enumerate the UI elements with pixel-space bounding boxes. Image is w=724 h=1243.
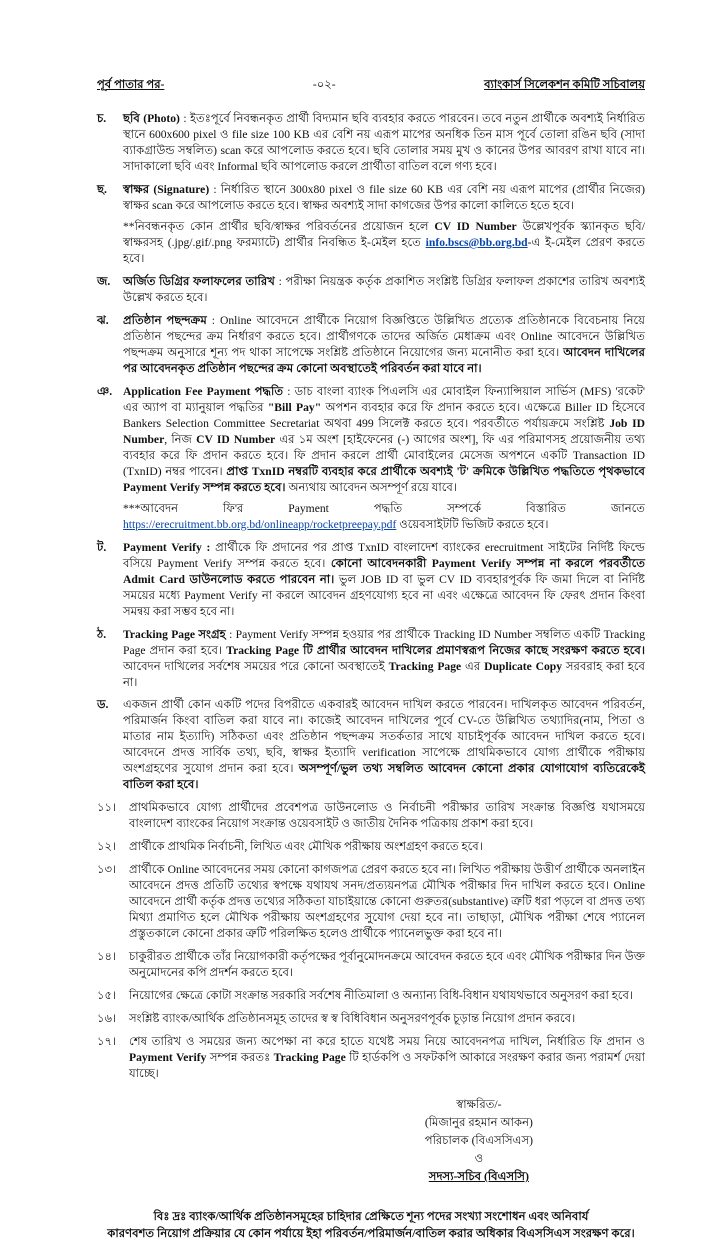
list-item (97, 862, 645, 942)
text-segment: একজন প্রার্থী কোন একটি পদের বিপরীতে একবারই আবেদন দাখিল করতে পারবেন। দাখিলকৃত আবেদন পরিবর্তন, পরিমার্জন কিংবা বাতিল করা যাবে না। কাজেই আবেদন দাখিলের পূর্বে CV-তে উল্লিখিত তথ্যাদির(নাম, পিতা ও মাতার নাম ইত্যাদি) সঠিকতা এবং প্রতিষ্ঠান পছন্দক্রম সতর্কতার সাথে যাচাইপূর্বক আবেদন দাখিল করতে হবে। আবেদনে প্রদত্ত সার্বিক তথ্য, ছবি, স্বাক্ষর ইত্যাদি verification সাপেক্ষে প্রাথমিকভাবে যোগ্য প্রার্থীকে পরীক্ষায় অংশগ্রহণের সুযোগ প্রদান করা হবে। (123, 698, 645, 776)
item-marker: ১৪। (97, 950, 117, 964)
text-segment: সম্পন্ন করতঃ (206, 1051, 274, 1065)
text-segment: Tracking Page টি প্রার্থীর আবেদন দাখিলের প্রমাণস্বরূপ নিজের কাছে সংরক্ষণ করতে হবে। (226, 643, 645, 657)
list-item (97, 182, 645, 267)
list-item (97, 697, 645, 793)
signature-line: ও (474, 1152, 484, 1166)
item-marker: জ. (97, 274, 111, 288)
text-segment: Job ID Number (123, 416, 645, 446)
item-marker: ড. (97, 698, 109, 712)
item-body (123, 111, 645, 175)
paragraph (129, 1034, 645, 1082)
header-left-continuation: পূর্ব পাতার পর- (97, 79, 165, 91)
text-segment: এর ১ম অংশ [হাইফেনের (-) আগের অংশ], ফি এর পরিমাণসহ প্রয়োজনীয় তথ্য ব্যবহার করে ফি প্রদান করতে হবে। ফি প্রদান করলে প্রার্থী মোবাইলের মেসেজ অপশনে একটি Transaction ID (TxnID) নম্বর পাবেন। (123, 432, 645, 478)
text-segment: নিয়োগের ক্ষেত্রে কোটা সংক্রান্ত সরকারি সর্বশেষ নীতিমালা ও অন্যান্য বিধি-বিধান যথাযথভাবে অনুসরণ করা হবে। (129, 989, 634, 1003)
paragraph (123, 697, 645, 793)
text-segment: এর (461, 659, 485, 673)
item-body (129, 839, 645, 855)
paragraph (123, 627, 645, 691)
list-item (97, 313, 645, 377)
item-marker: ১৭। (97, 1035, 117, 1049)
text-segment: : ইতঃপূর্বে নিবন্ধনকৃত প্রার্থী বিদ্যমান ছবি ব্যবহার করতে পারবেন। তবে নতুন প্রার্থীকে অবশ্যই নির্ধারিত স্থানে 600x600 pixel ও file size 100 KB এর বেশি নয় এরূপ মাপের অনধিক তিন মাস পূর্বে তোলা রঙিন ছবি (সাদা ব্যাকগ্রাউন্ড সম্বলিত) scan করে আপলোড করতে হবে। ছবি তোলার সময় মুখ ও কানের উপর আবরণ রাখা যাবে না। সাদাকালো ছবি এবং Informal ছবি আপলোড করলে প্রার্থীতা বাতিল বলে গণ্য হবে। (123, 112, 645, 173)
text-segment: আবেদন দাখিলের পর আবেদনকৃত প্রতিষ্ঠান পছন্দের ক্রম কোনো অবস্থাতেই পরিবর্তন করা যাবে না। (123, 345, 645, 375)
text-segment: প্রার্থীকে ফি প্রদানের পর প্রাপ্ত TxnID বাংলাদেশ ব্যাংকের erecruitment সাইটের নির্দিষ্ট ফিল্ডে বসিয়ে Payment Verify সম্পন্ন করতে হবে। (123, 540, 645, 570)
list-item (97, 1011, 645, 1027)
text-segment: -এ ই-মেইল প্রেরণ করতে হবে। (123, 235, 645, 265)
text-segment: CV ID Number (196, 432, 276, 446)
text-segment: Tracking Page সংগ্রহ (123, 627, 226, 641)
header-right-office-title: ব্যাংকার্স সিলেকশন কমিটি সচিবালয় (484, 79, 645, 91)
text-segment: : পরীক্ষা নিয়ন্ত্রক কর্তৃক প্রকাশিত সংশ্লিষ্ট ডিগ্রির ফলাফল প্রকাশের তারিখ অবশ্যই উল্লেখ করতে হবে। (123, 274, 646, 304)
text-segment: প্রতিষ্ঠান পছন্দক্রম (123, 313, 207, 327)
instruction-list (97, 111, 645, 1082)
text-segment: অসম্পূর্ণ/ভুল তথ্য সম্বলিত আবেদন কোনো প্রকার যোগাযোগ ব্যতিরেকেই বাতিল করা হবে। (123, 762, 645, 792)
text-segment: স্বাক্ষর (Signature) (123, 182, 210, 196)
list-item (97, 274, 645, 306)
text-segment: : নির্ধারিত স্থানে 300x80 pixel ও file size 60 KB এর বেশি নয় এরূপ মাপের (প্রার্থীর নিজের) স্বাক্ষর scan করে আপলোড করতে হবে। স্বাক্ষর অবশ্যই সাদা কাগজের উপর কালো কালিতে হতে হবে। (123, 182, 645, 212)
text-segment: ওয়েবসাইটটি ভিজিট করতে হবে। (396, 517, 549, 531)
item-marker: ঝ. (97, 313, 109, 327)
text-segment: প্রাথমিকভাবে যোগ্য প্রার্থীদের প্রবেশপত্র ডাউনলোড ও নির্বাচনী পরীক্ষার তারিখ সংক্রান্ত বিজ্ঞপ্তি যথাসময়ে বাংলাদেশ ব্যাংকের নিয়োগ সংক্রান্ত ওয়েবসাইট ও জাতীয় দৈনিক পত্রিকায় প্রকাশ করা হবে। (129, 801, 645, 831)
item-marker: ঠ. (97, 627, 107, 641)
list-item (97, 627, 645, 691)
signature-block (425, 1096, 533, 1186)
paragraph (129, 949, 645, 981)
list-item (97, 839, 645, 855)
paragraph (123, 219, 645, 267)
list-item (97, 384, 645, 533)
item-marker: ১৩। (97, 863, 117, 877)
item-body (129, 862, 645, 942)
text-segment: ***আবেদন ফি'র Payment পদ্ধতি সম্পর্কে বিস্তারিত জানতে (123, 501, 645, 515)
text-segment: : Online আবেদনে প্রার্থীকে নিয়োগ বিজ্ঞপ্তিতে উল্লিখিত প্রত্যেক প্রতিষ্ঠানকে বিবেচনায় নিয়ে প্রতিষ্ঠান পছন্দের ক্রম নির্ধারণ করতে হবে। প্রার্থীগণকে তাদের অর্জিত মেধাক্রম এবং Online আবেদনে উল্লিখিত পছন্দক্রম অনুসারে শূন্য পদ থাকা সাপেক্ষে সংশ্লিষ্ট প্রতিষ্ঠানে নিয়োগের জন্য মনোনীত করা হবে। (123, 313, 646, 359)
footnote-line: কারণবশত নিয়োগ প্রক্রিয়ার যে কোন পর্যায়ে ইহা পরিবর্তন/পরিমার্জন/বাতিল করার অধিকার বিএসসিএস সংরক্ষণ করে। (107, 1227, 635, 1241)
payment-info-url-link[interactable]: https://erecruitment.bb.org.bd/onlineapp/rocketpreepay.pdf (123, 517, 397, 531)
paragraph (123, 384, 645, 496)
text-segment: Payment Verify (129, 1051, 207, 1065)
item-body (129, 1011, 645, 1027)
text-segment: ছবি (Photo) (123, 112, 180, 125)
text-segment: Tracking Page (273, 1051, 346, 1065)
item-marker: চ. (97, 112, 107, 125)
item-marker: ঞ. (97, 384, 113, 398)
signature-line: (মিজানুর রহমান আকন) (424, 1116, 533, 1130)
item-marker: ছ. (97, 182, 107, 196)
signature-line: সদস্য-সচিব (বিএসসি) (428, 1170, 529, 1184)
item-marker: ১১। (97, 801, 117, 815)
text-segment: সরবরাহ করা হবে না। (123, 659, 645, 689)
list-item (97, 949, 645, 981)
text-segment: প্রাপ্ত TxnID নম্বরটি ব্যবহার করে প্রার্থীকে অবশ্যই 'ট' ক্রমিকে উল্লিখিত পদ্ধতিতে পৃথকভাবে Payment Verify সম্পন্ন করতে হবে। (123, 464, 645, 494)
item-marker: ১৫। (97, 989, 117, 1003)
list-item (97, 111, 645, 175)
paragraph (129, 988, 645, 1004)
paragraph (129, 1011, 645, 1027)
item-body (123, 182, 645, 267)
paragraph (129, 862, 645, 942)
text-segment: আবেদন দাখিলের সর্বশেষ সময়ের পরে কোনো অবস্থাতেই (123, 659, 389, 673)
text-segment: চাকুরীরত প্রার্থীকে তাঁর নিয়োগকারী কর্তৃপক্ষের পূর্বানুমোদনক্রমে আবেদন করতে হবে এবং মৌখিক পরীক্ষার দিন উক্ত অনুমোদনের কপি প্রদর্শন করতে হবে। (129, 950, 645, 980)
item-marker: ট. (97, 540, 107, 554)
text-segment: অর্জিত ডিগ্রির ফলাফলের তারিখ (123, 274, 275, 288)
text-segment: প্রার্থীকে প্রাথমিক নির্বাচনী, লিখিত এবং মৌখিক পরীক্ষায় অংশগ্রহণ করতে হবে। (129, 840, 483, 854)
text-segment: Application Fee Payment পদ্ধতি (123, 384, 284, 398)
item-body (123, 384, 645, 533)
item-body (129, 1034, 645, 1082)
list-item (97, 540, 645, 620)
text-segment: ভুল JOB ID বা ভুল CV ID ব্যবহারপূর্বক ফি জমা দিলে বা নির্দিষ্ট সময়ের মধ্যে Payment Verify না করলে আবেদন গ্রহণযোগ্য হবে না এবং এক্ষেত্রে আবেদন ফি ফেরৎ প্রদান কিংবা সমন্বয় করা সম্ভব হবে না। (123, 572, 645, 618)
paragraph (123, 274, 645, 306)
text-segment: শেষ তারিখ ও সময়ের জন্য অপেক্ষা না করে হাতে যথেষ্ট সময় নিয়ে আবেদনপত্র দাখিল, নির্ধারিত ফি প্রদান ও (129, 1035, 645, 1049)
page-number: -০২- (312, 79, 336, 91)
item-body (123, 540, 645, 620)
paragraph (129, 800, 645, 832)
text-segment: অপশন ব্যবহার করে ফি প্রদান করতে হবে। এক্ষেত্রে Biller ID হিসেবে Bankers Selection Committee Secretariat অথবা 499 সিলেক্ট করতে হবে। পরবর্তীতে পর্যায়ক্রমে সংশ্লিষ্ট (123, 400, 645, 430)
page-header (97, 76, 645, 95)
list-item (97, 800, 645, 832)
footnote-line: বিঃ দ্রঃ ব্যাংক/আর্থিক প্রতিষ্ঠানসমূহের চাহিদার প্রেক্ষিতে শূন্য পদের সংখ্যা সংশোধন এবং অনিবার্য (153, 1210, 589, 1223)
item-body (123, 313, 645, 377)
text-segment: কোনো আবেদনকারী Payment Verify সম্পন্ন না করলে পরবর্তীতে Admit Card ডাউনলোড করতে পারবেন না। (123, 556, 645, 586)
item-body (129, 800, 645, 832)
text-segment: উল্লেখপূর্বক স্ক্যানকৃত ছবি/স্বাক্ষরসহ (.jpg/.gif/.png ফরম্যাটে) প্রার্থীর নিবন্ধিত ই-মেইল হতে (123, 219, 645, 249)
list-item (97, 1034, 645, 1082)
item-marker: ১২। (97, 840, 117, 854)
signature-line: স্বাক্ষরিত/- (456, 1098, 502, 1112)
text-segment: : Payment Verify সম্পন্ন হওয়ার পর প্রার্থীকে Tracking ID Number সম্বলিত একটি Tracking Page প্রদান করা হবে। (123, 627, 646, 657)
paragraph (123, 111, 645, 175)
text-segment: প্রার্থীকে Online আবেদনের সময় কোনো কাগজপত্র প্রেরণ করতে হবে না। লিখিত পরীক্ষায় উত্তীর্ণ প্রার্থীকে অনলাইন আবেদনে প্রদত্ত প্রতিটি তথ্যের স্বপক্ষে যথাযথ সনদ/প্রত্যয়নপত্র মৌখিক পরীক্ষার দিন দাখিল করতে হবে। Online আবেদনে প্রার্থী কর্তৃক প্রদত্ত তথ্যের সঠিকতা যাচাইয়ান্তে কোনো গুরুতর(substantive) ত্রুটি ধরা পড়লে বা প্রদত্ত তথ্য মিথ্যা প্রমাণিত হলে মৌখিক পরীক্ষায় অংশগ্রহণের সুযোগ দেয়া হবে না। তাছাড়া, মৌখিক পরীক্ষা শেষে প্যানেল প্রস্তুতকালে কোনো প্রকার ত্রুটি পরিলক্ষিত হলেও প্রার্থীকে প্যানেলভুক্ত করা হবে না। (129, 863, 645, 941)
text-segment: Payment Verify : (123, 540, 211, 554)
item-body (123, 697, 645, 793)
text-segment: অন্যথায় আবেদন অসম্পূর্ণ রয়ে যাবে। (285, 480, 458, 494)
text-segment: : ডাচ বাংলা ব্যাংক পিএলসি এর মোবাইল ফিন্যান্সিয়াল সার্ভিস (MFS) 'রকেট' এর অ্যাপ বা ম্যানুয়াল পদ্ধতির (123, 384, 645, 414)
paragraph (123, 501, 645, 533)
text-segment: Tracking Page (388, 659, 462, 673)
paragraph (123, 313, 645, 377)
paragraph (129, 839, 645, 855)
text-segment: টি হার্ডকপি ও সফটকপি আকারে সংরক্ষণ করার জন্য পরামর্শ দেয়া যাচ্ছে। (129, 1051, 645, 1081)
text-segment: Duplicate Copy (484, 659, 563, 673)
signature-line: পরিচালক (বিএসসিএস) (424, 1134, 533, 1148)
text-segment: সংশ্লিষ্ট ব্যাংক/আর্থিক প্রতিষ্ঠানসমূহ তাদের স্ব স্ব বিধিবিধান অনুসরণপূর্বক চূড়ান্ত নিয়োগ প্রদান করবে। (129, 1012, 576, 1026)
footnote (97, 1208, 645, 1243)
text-segment: , নিজ (164, 432, 197, 446)
item-body (123, 274, 645, 306)
text-segment: "Bill Pay" (267, 400, 322, 414)
item-marker: ১৬। (97, 1012, 117, 1026)
item-body (129, 949, 645, 981)
text-segment: **নিবন্ধনকৃত কোন প্রার্থীর ছবি/স্বাক্ষর পরিবর্তনের প্রয়োজন হলে (123, 219, 435, 233)
item-body (123, 627, 645, 691)
list-item (97, 988, 645, 1004)
email-link[interactable]: info.bscs@bb.org.bd (425, 235, 528, 249)
paragraph (123, 182, 645, 214)
item-body (129, 988, 645, 1004)
text-segment: CV ID Number (434, 219, 517, 233)
paragraph (123, 540, 645, 620)
